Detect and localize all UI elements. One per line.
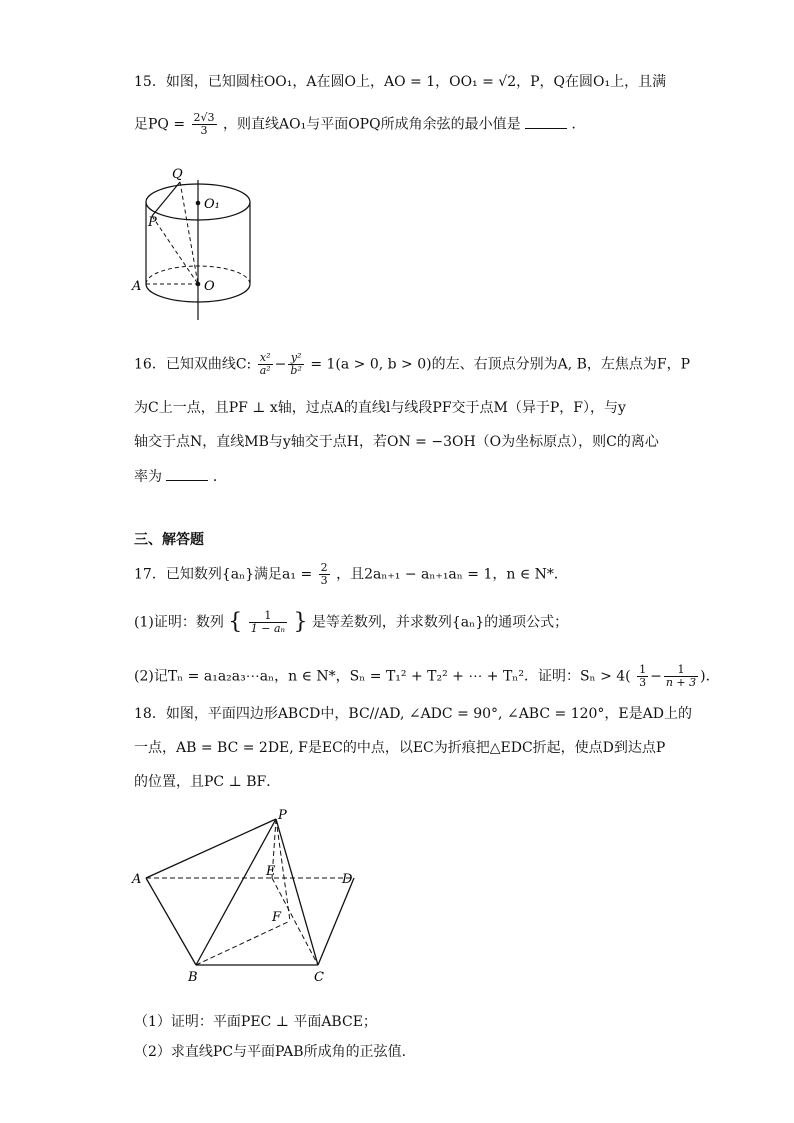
q16-a2: a² — [259, 364, 271, 377]
q16-line-4-text: 率为 — [134, 469, 162, 485]
q17-part-2 — [134, 664, 720, 689]
fig15-label-p: P — [148, 215, 157, 230]
q15-line-2-end: ． — [571, 116, 586, 133]
q15-line-2-pre: 足PQ = — [134, 116, 186, 133]
q15-frac-den: 3 — [200, 124, 208, 137]
fig15-label-o1: O₁ — [204, 197, 220, 212]
fig18-label-a: A — [132, 872, 142, 887]
q17-p1-den: 1 − aₙ — [250, 622, 285, 635]
q15-cylinder-figure — [130, 160, 270, 330]
q15-frac-num: 2√3 — [193, 111, 215, 124]
q16-line-1 — [134, 352, 690, 377]
q16-y2: y² — [288, 352, 303, 365]
q17-p1-frac — [249, 610, 287, 635]
q17-p2-f2-den: n + 3 — [665, 676, 697, 689]
fig15-label-o: O — [204, 279, 215, 294]
q17-left-brace: { — [228, 609, 243, 635]
q16-y-frac — [288, 352, 303, 377]
q17-a1-num: 2 — [320, 561, 328, 574]
q15-line-2-post: ，则直线AO₁与平面OPQ所成角余弦的最小值是 — [223, 116, 521, 133]
q16-line-1-post: = 1(a > 0, b > 0)的左、右顶点分别为A, B，左焦点为F，P — [310, 356, 691, 373]
q18-part-1: （1）证明：平面PEC ⊥ 平面ABCE； — [134, 1014, 377, 1030]
fig18-label-d: D — [342, 872, 353, 887]
q18-line-2: 一点，AB = BC = 2DE, F是EC的中点，以EC为折痕把△EDC折起，使点D到达点P — [134, 740, 666, 756]
q17-a1-den: 3 — [320, 574, 328, 587]
q17-p2-pre: (2)记Tₙ = a₁a₂a₃⋯aₙ，n ∈ N*，Sₙ = T₁² + T₂² + ⋯ + Tₙ²．证明：Sₙ > 4( — [134, 668, 631, 685]
fig18-label-c: C — [314, 970, 324, 985]
q16-line-1-pre: 16．已知双曲线C: — [134, 356, 252, 373]
q16-line-4 — [134, 466, 227, 487]
q17-line-1-post: ，且2aₙ₊₁ − aₙ₊₁aₙ = 1，n ∈ N*． — [336, 566, 568, 583]
fig18-label-p: P — [278, 808, 287, 823]
q18-line-1: 18．如图，平面四边形ABCD中，BC//AD, ∠ADC = 90°, ∠ABC = 120°，E是AD上的 — [134, 706, 692, 722]
q15-pq-fraction — [192, 112, 217, 137]
q17-a1-frac — [319, 562, 330, 587]
q15-answer-blank[interactable] — [525, 114, 567, 129]
q16-b2: b² — [290, 364, 302, 377]
fig18-label-f: F — [272, 910, 282, 925]
q17-p1-num: 1 — [249, 610, 287, 623]
q17-p1-pre: (1)证明：数列 — [134, 614, 224, 631]
q17-right-brace: } — [293, 609, 308, 635]
q17-p1-post: 是等差数列，并求数列{aₙ}的通项公式； — [311, 614, 569, 631]
q18-folding-figure — [130, 805, 370, 990]
fig18-label-e: E — [266, 864, 276, 879]
q17-line-1 — [134, 562, 568, 587]
q17-p2-f1-num: 1 — [639, 663, 647, 676]
q15-line-2 — [134, 112, 585, 137]
fig15-label-q: Q — [172, 167, 183, 182]
q16-x2: x² — [258, 352, 273, 365]
q17-part-1 — [134, 610, 568, 635]
q16-line-2: 为C上一点，且PF ⊥ x轴，过点A的直线l与线段PF交于点M（异于P，F），与y — [134, 400, 626, 416]
q16-minus: − — [274, 356, 287, 373]
section-3-heading: 三、解答题 — [134, 532, 204, 548]
q17-p2-post: )． — [700, 668, 720, 685]
q16-line-3: 轴交于点N，直线MB与y轴交于点H，若ON = −3OH（O为坐标原点），则C的离心 — [134, 434, 659, 450]
q17-p2-frac-2 — [664, 664, 698, 689]
q17-line-1-pre: 17．已知数列{aₙ}满足a₁ = — [134, 566, 313, 583]
q16-answer-blank[interactable] — [166, 466, 208, 481]
q18-part-2: （2）求直线PC与平面PAB所成角的正弦值. — [134, 1044, 407, 1060]
q15-line-1: 15．如图，已知圆柱OO₁，A在圆O上，AO = 1，OO₁ = √2，P，Q在圆O₁上，且满 — [134, 74, 667, 90]
q17-p2-f1-den: 3 — [639, 676, 647, 689]
q16-x-frac — [258, 352, 273, 377]
q18-line-3: 的位置，且PC ⊥ BF． — [134, 774, 281, 790]
q17-p2-minus: − — [650, 668, 662, 685]
fig18-label-b: B — [188, 970, 198, 985]
q17-p2-f2-num: 1 — [664, 664, 698, 677]
fig15-label-a: A — [132, 279, 142, 294]
q16-line-4-end: ． — [212, 469, 227, 485]
q17-p2-frac-1 — [637, 664, 648, 689]
